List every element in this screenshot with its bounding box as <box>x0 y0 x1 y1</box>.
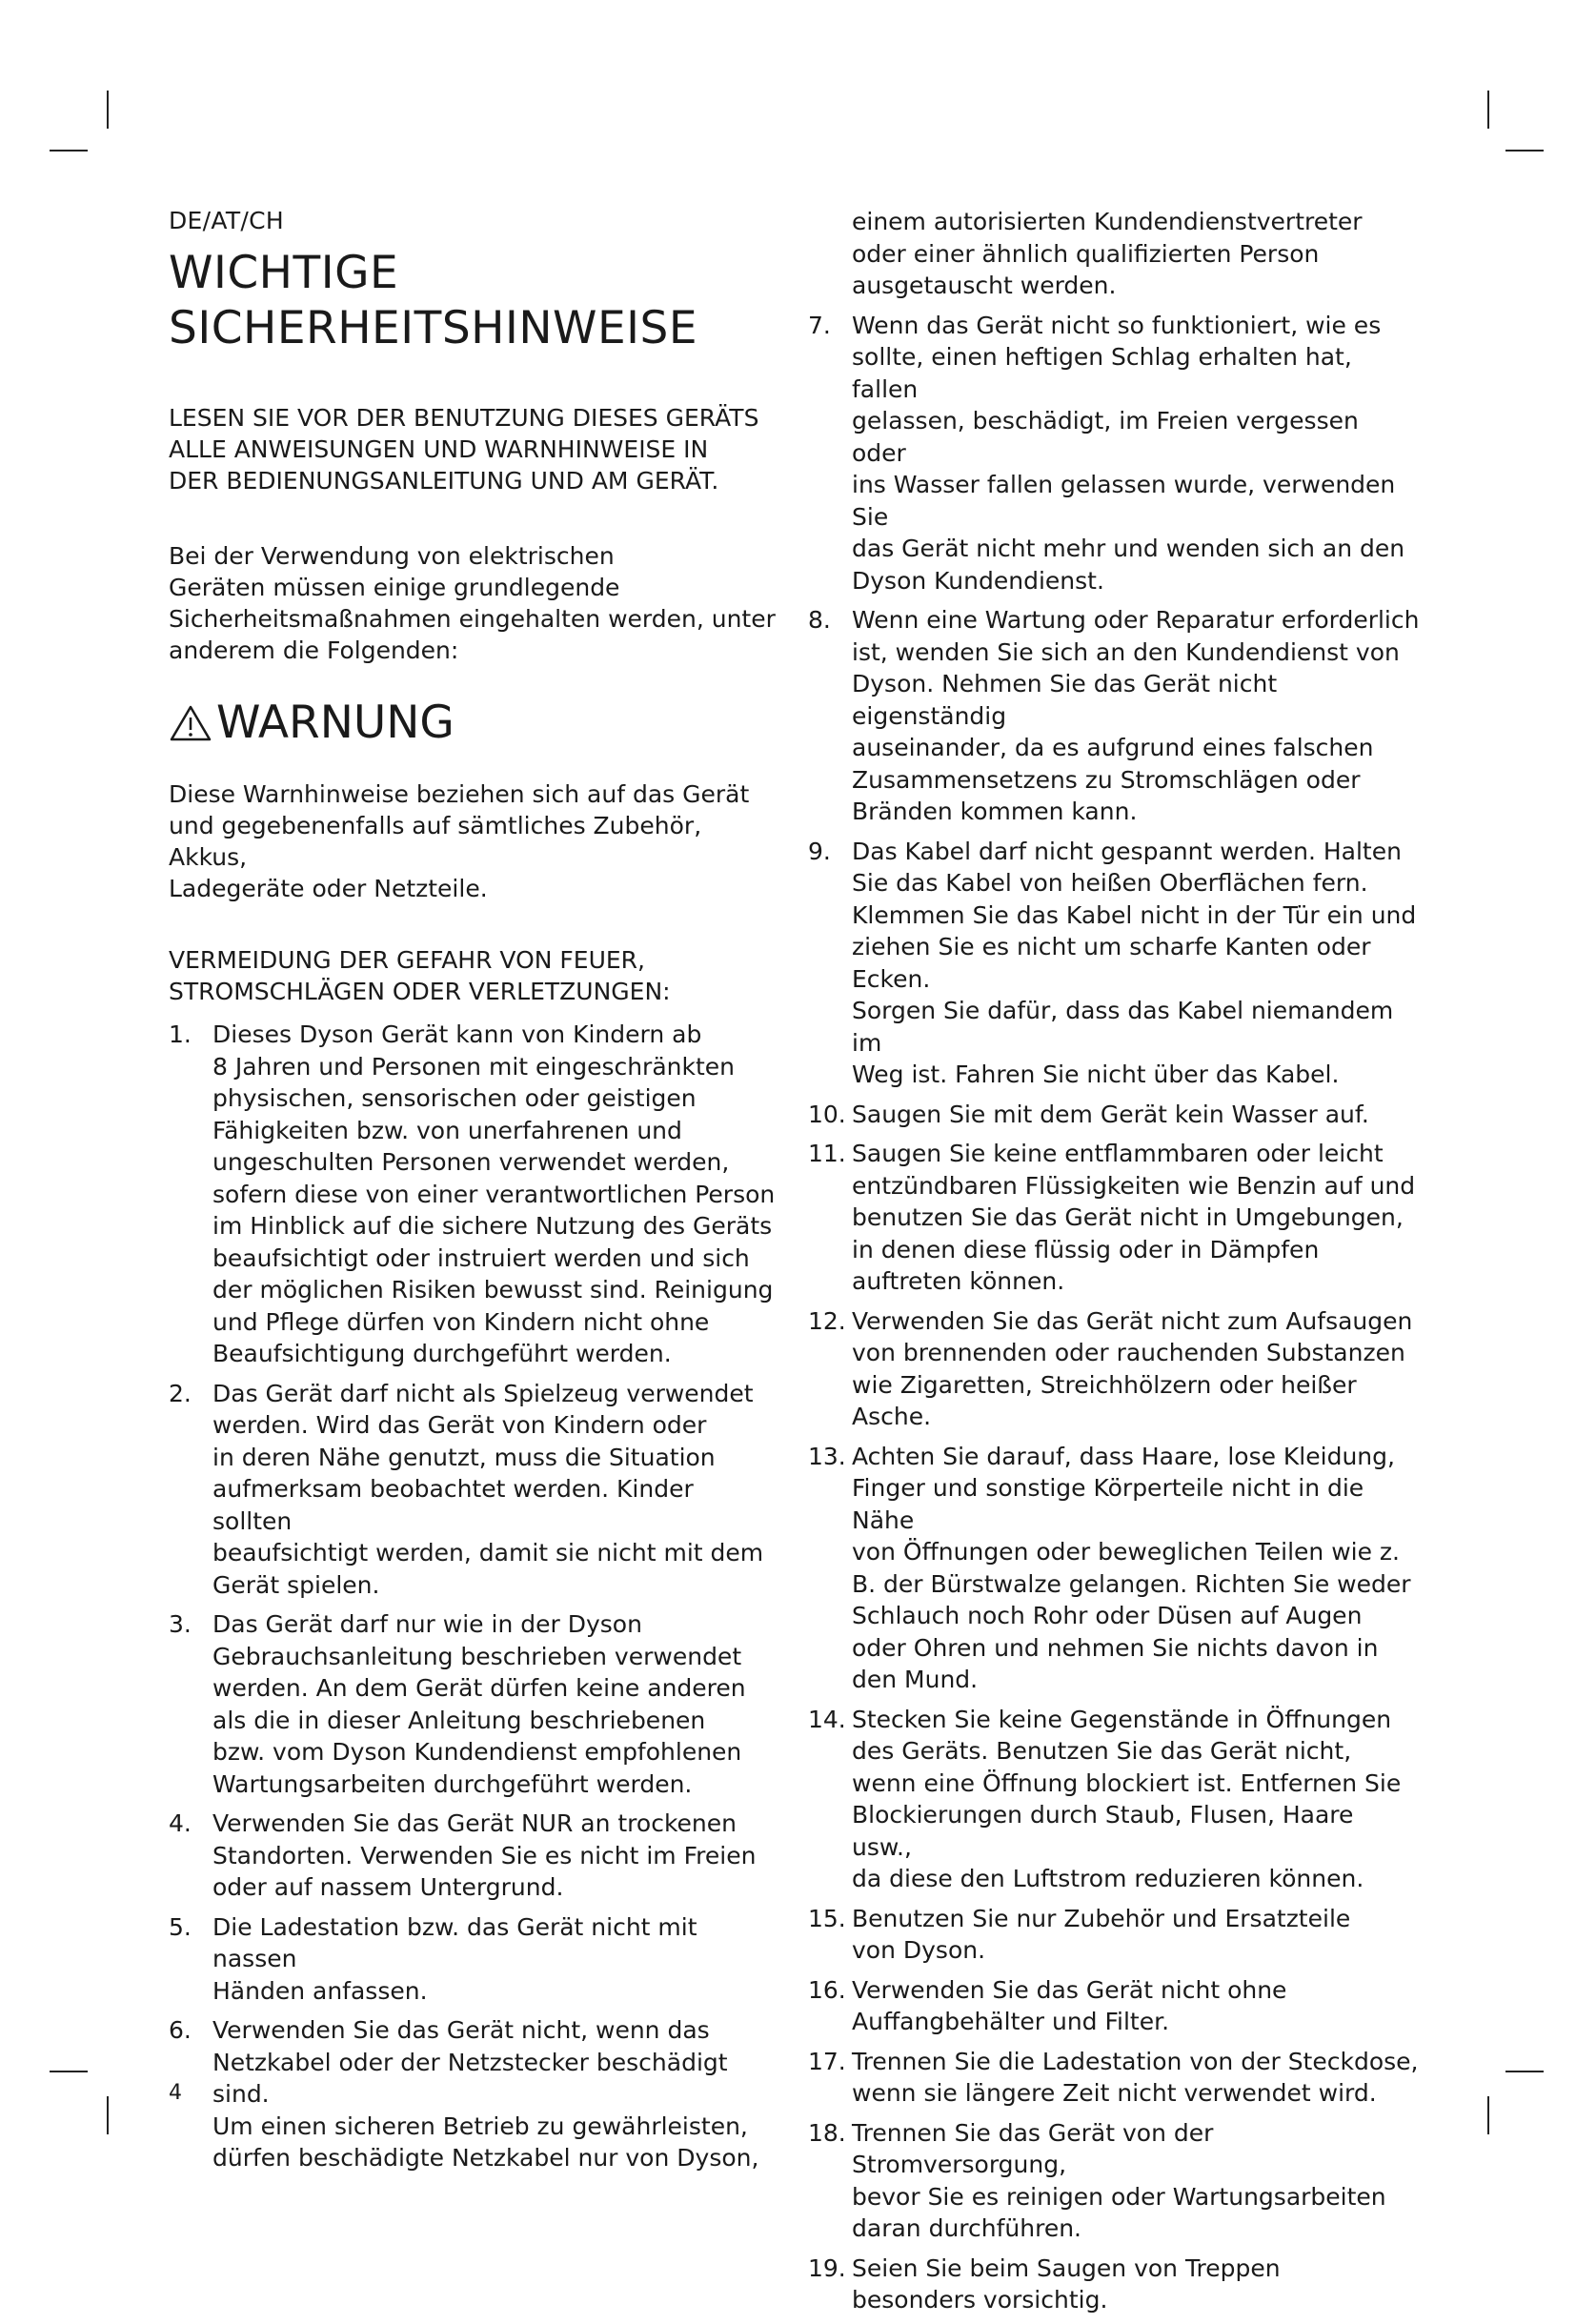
item-line: von brennenden oder rauchenden Substanzen <box>852 1339 1405 1366</box>
item-number: 12. <box>808 1306 846 1335</box>
right-column <box>808 206 1420 2324</box>
item-line: das Gerät nicht mehr und wenden sich an den <box>852 535 1405 562</box>
item-number: 7. <box>808 311 831 339</box>
continuation-line: einem autorisierten Kundendienstvertreter <box>852 208 1363 235</box>
crop-mark <box>50 2071 88 2072</box>
item-line: Wenn das Gerät nicht so funktioniert, wie es <box>852 311 1382 339</box>
item-number: 3. <box>169 1610 192 1638</box>
item-line: Netzkabel oder der Netzstecker beschädigt sind. <box>212 2048 728 2108</box>
item-line: Wartungsarbeiten durchgeführt werden. <box>212 1769 693 1798</box>
item-line: Verwenden Sie das Gerät nicht ohne <box>852 1975 1287 2004</box>
crop-mark <box>1505 2071 1544 2072</box>
item-line: benutzen Sie das Gerät nicht in Umgebungen, <box>852 1203 1404 1231</box>
item-line: des Geräts. Benutzen Sie das Gerät nicht, <box>852 1737 1352 1765</box>
crop-mark <box>107 91 109 129</box>
item-number: 18. <box>808 2118 846 2147</box>
crop-mark <box>1505 150 1544 152</box>
item-line: B. der Bürstwalze gelangen. Richten Sie weder <box>852 1569 1411 1598</box>
item-number: 14. <box>808 1705 846 1733</box>
item-line: Um einen sicheren Betrieb zu gewährleisten, <box>212 2112 748 2140</box>
item-line: Standorten. Verwenden Sie es nicht im Freien <box>212 1841 757 1869</box>
item-line: 8 Jahren und Personen mit eingeschränkten <box>212 1052 736 1081</box>
list-item <box>169 2014 778 2174</box>
intro-paragraph <box>169 540 778 666</box>
item-line: Händen anfassen. <box>212 1976 428 2005</box>
item-line: da diese den Luftstrom reduzieren können. <box>852 1865 1364 1892</box>
list-item <box>808 836 1420 1091</box>
item-line: wenn sie längere Zeit nicht verwendet wird. <box>852 2079 1377 2107</box>
section-subheading <box>169 944 778 1007</box>
item-line: Achten Sie darauf, dass Haare, lose Kleidung, <box>852 1442 1395 1470</box>
item-line: bevor Sie es reinigen oder Wartungsarbeiten <box>852 2182 1386 2211</box>
item-line: besonders vorsichtig. <box>852 2286 1108 2314</box>
item-line: Schlauch noch Rohr oder Düsen auf Augen <box>852 1602 1363 1629</box>
list-item <box>169 1019 778 1370</box>
item-line: Die Ladestation bzw. das Gerät nicht mit nassen <box>212 1912 697 1972</box>
item-line: aufmerksam beobachtet werden. Kinder sollten <box>212 1475 694 1535</box>
item-line: Verwenden Sie das Gerät NUR an trockenen <box>212 1809 737 1837</box>
item-number: 11. <box>808 1140 846 1167</box>
intro-line: Geräten müssen einige grundlegende <box>169 574 620 601</box>
item-line: Blockierungen durch Staub, Flusen, Haare usw., <box>852 1801 1354 1861</box>
warning-paragraph <box>169 778 778 904</box>
item-line: Saugen Sie keine entflammbaren oder leicht <box>852 1140 1384 1167</box>
item-number: 2. <box>169 1379 192 1407</box>
warning-heading <box>169 697 778 750</box>
list-item <box>808 604 1420 828</box>
item-line: beaufsichtigt oder instruiert werden und sich <box>212 1243 750 1272</box>
item-6-continuation <box>808 206 1420 302</box>
list-item <box>808 310 1420 597</box>
item-line: Sorgen Sie dafür, dass das Kabel niemandem im <box>852 997 1394 1057</box>
safety-list-right <box>808 310 1420 2316</box>
list-item <box>169 1911 778 2008</box>
item-line: Wenn eine Wartung oder Reparatur erforderlich <box>852 606 1420 634</box>
list-item <box>808 1903 1420 1967</box>
item-line: von Öffnungen oder beweglichen Teilen wie z. <box>852 1538 1400 1566</box>
lead-line: LESEN SIE VOR DER BENUTZUNG DIESES GERÄTS <box>169 404 759 432</box>
continuation-line: ausgetauscht werden. <box>852 272 1117 299</box>
warning-line: und gegebenenfalls auf sämtliches Zubehör, Akkus, <box>169 812 702 871</box>
list-item <box>169 1808 778 1904</box>
item-number: 5. <box>169 1912 192 1941</box>
item-line: Auffangbehälter und Filter. <box>852 2008 1170 2035</box>
item-line: auseinander, da es aufgrund eines falschen <box>852 734 1374 761</box>
item-line: Stecken Sie keine Gegenstände in Öffnungen <box>852 1705 1392 1733</box>
item-line: Das Gerät darf nicht als Spielzeug verwendet <box>212 1379 754 1407</box>
item-line: ins Wasser fallen gelassen wurde, verwenden Sie <box>852 471 1396 531</box>
item-line: Sie das Kabel von heißen Oberflächen fern. <box>852 869 1368 897</box>
crop-mark <box>107 2096 109 2134</box>
list-item <box>808 1974 1420 2038</box>
item-number: 19. <box>808 2253 846 2282</box>
crop-mark <box>1487 91 1489 129</box>
item-number: 16. <box>808 1975 846 2004</box>
warning-line: Ladegeräte oder Netzteile. <box>169 875 488 902</box>
item-line: werden. An dem Gerät dürfen keine anderen <box>212 1674 746 1702</box>
item-line: den Mund. <box>852 1666 979 1693</box>
item-line: Verwenden Sie das Gerät nicht, wenn das <box>212 2016 710 2044</box>
list-item <box>808 1305 1420 1433</box>
list-item <box>808 2046 1420 2110</box>
item-line: von Dyson. <box>852 1936 986 1964</box>
item-number: 8. <box>808 606 831 634</box>
page-number: 4 <box>169 2081 182 2105</box>
item-line: Benutzen Sie nur Zubehör und Ersatzteile <box>852 1904 1351 1932</box>
crop-mark <box>50 150 88 152</box>
item-line: Gebrauchsanleitung beschrieben verwendet <box>212 1642 742 1670</box>
item-line: oder auf nassem Untergrund. <box>212 1873 564 1901</box>
item-line: Das Kabel darf nicht gespannt werden. Halten <box>852 837 1402 865</box>
item-line: Das Gerät darf nur wie in der Dyson <box>212 1610 642 1638</box>
item-line: Bränden kommen kann. <box>852 798 1138 825</box>
item-line: Dyson Kundendienst. <box>852 566 1104 595</box>
item-line: in denen diese flüssig oder in Dämpfen <box>852 1235 1320 1263</box>
item-line: physischen, sensorischen oder geistigen <box>212 1084 697 1112</box>
intro-line: Bei der Verwendung von elektrischen <box>169 542 615 570</box>
list-item <box>808 2117 1420 2245</box>
list-item <box>808 1441 1420 1696</box>
item-line: als die in dieser Anleitung beschriebenen <box>212 1706 706 1734</box>
item-line: im Hinblick auf die sichere Nutzung des Geräts <box>212 1212 773 1240</box>
left-column <box>169 206 778 2182</box>
item-line: ziehen Sie es nicht um scharfe Kanten oder Ecken. <box>852 933 1371 993</box>
item-line: dürfen beschädigte Netzkabel nur von Dyson, <box>212 2144 759 2172</box>
item-line: bzw. vom Dyson Kundendienst empfohlenen <box>212 1738 742 1766</box>
item-line: Weg ist. Fahren Sie nicht über das Kabel. <box>852 1061 1340 1088</box>
intro-line: Sicherheitsmaßnahmen eingehalten werden, unter <box>169 605 776 633</box>
item-line: entzündbaren Flüssigkeiten wie Benzin auf und <box>852 1171 1416 1200</box>
item-line: beaufsichtigt werden, damit sie nicht mit dem <box>212 1539 764 1566</box>
item-line: Beaufsichtigung durchgeführt werden. <box>212 1340 672 1367</box>
item-line: wenn eine Öffnung blockiert ist. Entfernen Sie <box>852 1768 1402 1797</box>
item-number: 4. <box>169 1809 192 1837</box>
item-line: Klemmen Sie das Kabel nicht in der Tür ein und <box>852 900 1417 929</box>
crop-mark <box>1487 2096 1489 2134</box>
item-line: Finger und sonstige Körperteile nicht in die Nähe <box>852 1474 1364 1534</box>
item-line: Verwenden Sie das Gerät nicht zum Aufsaugen <box>852 1306 1413 1335</box>
title-line: SICHERHEITSHINWEISE <box>169 302 698 354</box>
safety-list-left <box>169 1019 778 2174</box>
item-number: 9. <box>808 837 831 865</box>
item-line: Gerät spielen. <box>212 1570 380 1599</box>
item-line: gelassen, beschädigt, im Freien vergessen oder <box>852 407 1359 467</box>
subhead-line: STROMSCHLÄGEN ODER VERLETZUNGEN: <box>169 978 671 1005</box>
item-number: 10. <box>808 1100 846 1128</box>
warning-line: Diese Warnhinweise beziehen sich auf das Gerät <box>169 780 750 808</box>
item-line: sofern diese von einer verantwortlichen Person <box>212 1180 776 1208</box>
lead-notice <box>169 402 778 496</box>
continuation-line: oder einer ähnlich qualifizierten Person <box>852 239 1320 268</box>
list-item <box>808 1704 1420 1895</box>
warning-triangle-icon <box>169 704 212 742</box>
item-line: in deren Nähe genutzt, muss die Situation <box>212 1443 716 1471</box>
item-line: Seien Sie beim Saugen von Treppen <box>852 2253 1281 2282</box>
item-line: ungeschulten Personen verwendet werden, <box>212 1148 730 1176</box>
intro-line: anderem die Folgenden: <box>169 637 459 664</box>
title-line: WICHTIGE <box>169 247 399 299</box>
item-line: werden. Wird das Gerät von Kindern oder <box>212 1411 707 1439</box>
list-item <box>808 1138 1420 1298</box>
list-item <box>169 1378 778 1602</box>
lead-line: ALLE ANWEISUNGEN UND WARNHINWEISE IN <box>169 435 709 463</box>
page-title <box>169 246 778 356</box>
item-line: Zusammensetzens zu Stromschlägen oder <box>852 765 1361 794</box>
item-line: wie Zigaretten, Streichhölzern oder heißer Asche. <box>852 1370 1357 1430</box>
item-line: ist, wenden Sie sich an den Kundendienst von <box>852 637 1400 666</box>
warning-label: WARNUNG <box>216 697 455 749</box>
item-line: daran durchführen. <box>852 2214 1082 2242</box>
item-line: oder Ohren und nehmen Sie nichts davon in <box>852 1633 1379 1662</box>
item-line: auftreten können. <box>852 1267 1065 1295</box>
list-item <box>808 2253 1420 2316</box>
item-line: Dieses Dyson Gerät kann von Kindern ab <box>212 1021 702 1048</box>
item-number: 17. <box>808 2047 846 2075</box>
region-code: DE/AT/CH <box>169 207 284 234</box>
item-line: und Pflege dürfen von Kindern nicht ohne <box>212 1307 710 1336</box>
list-item <box>808 1099 1420 1131</box>
item-line: Trennen Sie das Gerät von der Stromversorgung, <box>852 2118 1214 2178</box>
item-number: 6. <box>169 2016 192 2044</box>
item-line: sollte, einen heftigen Schlag erhalten hat, fallen <box>852 343 1352 403</box>
item-line: Dyson. Nehmen Sie das Gerät nicht eigenständig <box>852 670 1278 730</box>
item-number: 15. <box>808 1904 846 1932</box>
list-item <box>169 1608 778 1800</box>
lead-line: DER BEDIENUNGSANLEITUNG UND AM GERÄT. <box>169 467 719 495</box>
item-line: Saugen Sie mit dem Gerät kein Wasser auf. <box>852 1100 1369 1128</box>
item-line: Fähigkeiten bzw. von unerfahrenen und <box>212 1116 682 1144</box>
item-number: 1. <box>169 1021 192 1048</box>
item-number: 13. <box>808 1442 846 1470</box>
item-line: Trennen Sie die Ladestation von der Steckdose, <box>852 2047 1419 2075</box>
item-line: der möglichen Risiken bewusst sind. Reinigung <box>212 1276 774 1303</box>
subhead-line: VERMEIDUNG DER GEFAHR VON FEUER, <box>169 946 645 974</box>
